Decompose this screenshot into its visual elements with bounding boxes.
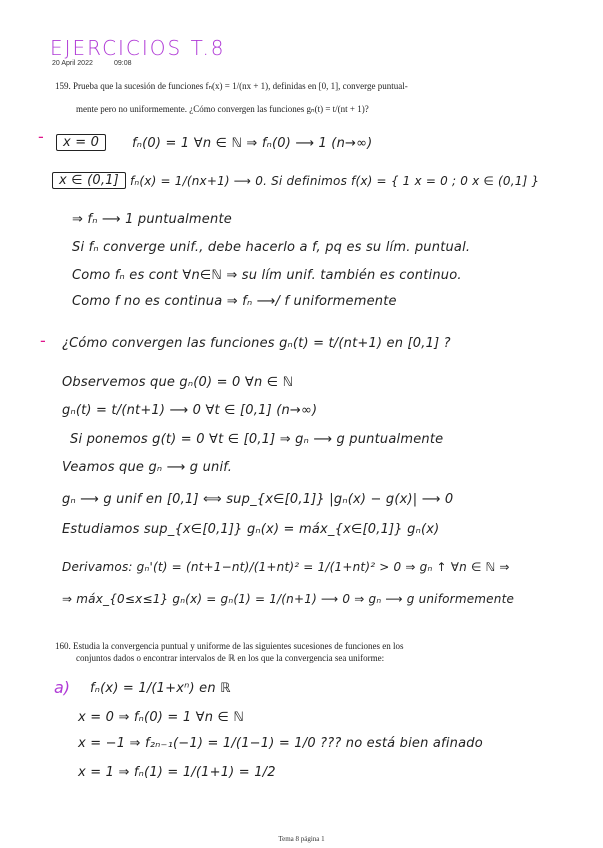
handwritten-line: Derivamos: gₙ'(t) = (nt+1−nt)/(1+nt)² = 1/(1+nt)² > 0 ⇒ gₙ ↑ ∀n ∈ ℕ ⇒ xyxy=(62,560,510,574)
note-date: 20 April 2022 xyxy=(52,60,93,67)
handwritten-case-x0: x = 0 xyxy=(56,134,106,151)
exercise-159-statement-line2: mente pero no uniformemente. ¿Cómo convergen las funciones gₙ(t) = t/(nt + 1)? xyxy=(76,104,369,114)
part-a-label: a) xyxy=(54,678,71,697)
handwritten-line: Como f no es continua ⇒ fₙ ⟶/ f uniformemente xyxy=(72,294,397,309)
handwritten-line: x = −1 ⇒ f₂ₙ₋₁(−1) = 1/(1−1) = 1/0 ??? no está bien afinado xyxy=(78,736,483,751)
handwritten-line: gₙ(t) = t/(nt+1) ⟶ 0 ∀t ∈ [0,1] (n→∞) xyxy=(62,403,318,418)
page-footer: Tema 8 página 1 xyxy=(278,835,325,843)
handwritten-line: fₙ(x) = 1/(nx+1) ⟶ 0. Si definimos f(x) = { 1 x = 0 ; 0 x ∈ (0,1] } xyxy=(130,174,540,188)
page-title: EJERCICIOS T.8 xyxy=(50,36,226,60)
handwritten-case-x-interval: x ∈ (0,1] xyxy=(52,172,126,189)
exercise-160-statement-line1: 160. Estudia la convergencia puntual y uniforme de las siguientes sucesiones de funciones en los xyxy=(55,641,404,651)
handwritten-line: Como fₙ es cont ∀n∈ℕ ⇒ su lím unif. también es continuo. xyxy=(72,268,462,283)
handwritten-line: Veamos que gₙ ⟶ g unif. xyxy=(62,460,233,475)
handwritten-line: Estudiamos sup_{x∈[0,1]} gₙ(x) = máx_{x∈[0,1]} gₙ(x) xyxy=(62,522,440,537)
handwritten-line: Observemos que gₙ(0) = 0 ∀n ∈ ℕ xyxy=(62,375,294,390)
exercise-159-statement-line1: 159. Prueba que la sucesión de funciones fₙ(x) = 1/(nx + 1), definidas en [0, 1], converge puntual- xyxy=(55,81,408,91)
handwritten-line: ¿Cómo convergen las funciones gₙ(t) = t/(nt+1) en [0,1] ? xyxy=(62,336,451,351)
handwritten-line: fₙ(0) = 1 ∀n ∈ ℕ ⇒ fₙ(0) ⟶ 1 (n→∞) xyxy=(132,136,373,151)
handwritten-line: fₙ(x) = 1/(1+xⁿ) en ℝ xyxy=(90,681,231,696)
handwritten-line: Si fₙ converge unif., debe hacerlo a f, pq es su lím. puntual. xyxy=(72,240,471,255)
note-time: 09:08 xyxy=(114,60,132,67)
handwritten-line: x = 0 ⇒ fₙ(0) = 1 ∀n ∈ ℕ xyxy=(78,710,244,725)
bullet-dash: - xyxy=(38,127,44,146)
handwritten-line: ⇒ máx_{0≤x≤1} gₙ(x) = gₙ(1) = 1/(n+1) ⟶ 0 ⇒ gₙ ⟶ g uniformemente xyxy=(62,592,515,606)
handwritten-line: Si ponemos g(t) = 0 ∀t ∈ [0,1] ⇒ gₙ ⟶ g puntualmente xyxy=(70,432,444,447)
exercise-160-statement-line2: conjuntos dados o encontrar intervalos de ℝ en los que la convergencia sea uniforme: xyxy=(76,653,385,663)
bullet-dash: - xyxy=(40,331,46,350)
handwritten-line: gₙ ⟶ g unif en [0,1] ⟺ sup_{x∈[0,1]} |gₙ(x) − g(x)| ⟶ 0 xyxy=(62,492,454,507)
handwritten-line: ⇒ fₙ ⟶ 1 puntualmente xyxy=(72,212,232,227)
handwritten-line: x = 1 ⇒ fₙ(1) = 1/(1+1) = 1/2 xyxy=(78,765,276,780)
